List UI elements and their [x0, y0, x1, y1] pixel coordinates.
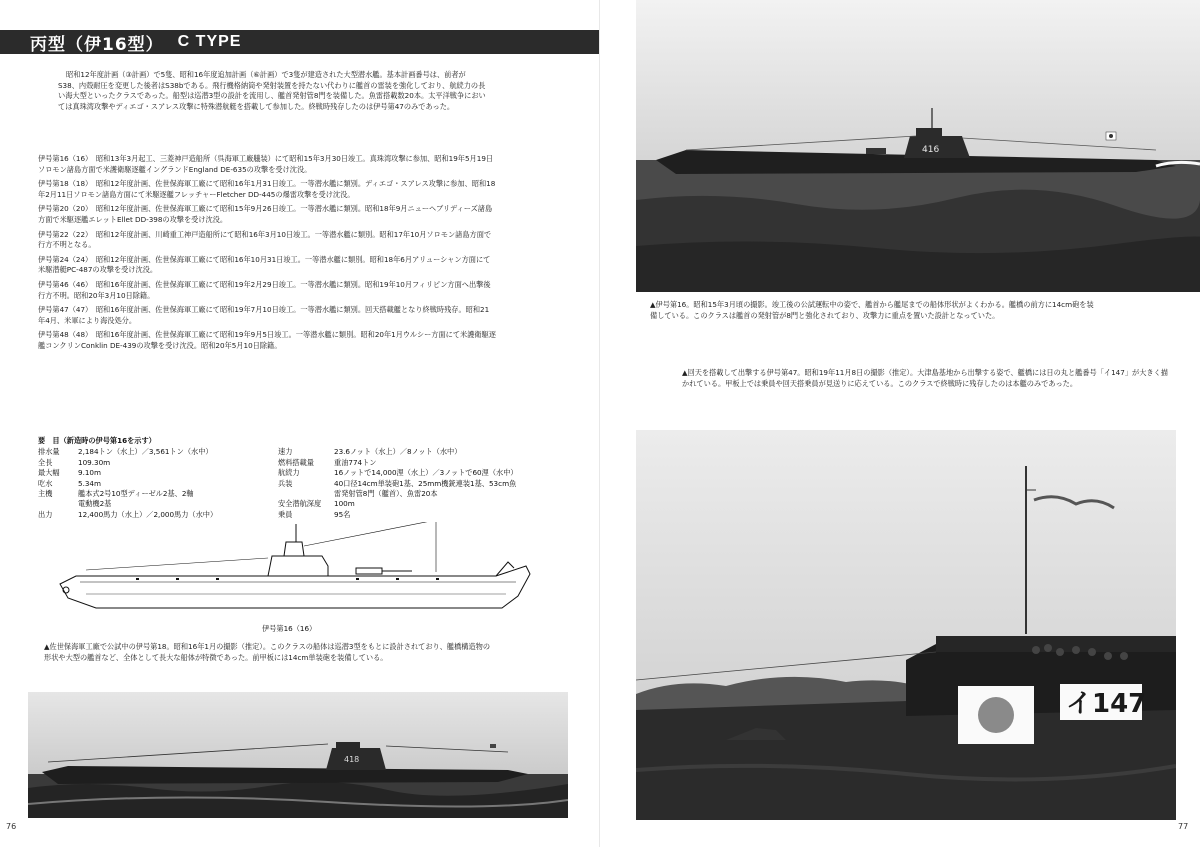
photo-caption-middle: ▲回天を搭載して出撃する伊号第47。昭和19年11月8日の撮影（推定）。大津島基地から出撃する姿で、艦橋には日の丸と艦番号「イ147」が大きく描かれている。甲板上では乗員や回天搭乗員が見送りに応えている。このクラスで終戦時に残存したのは本艦のみであった。: [682, 368, 1168, 388]
spec-value: 5.34m: [78, 478, 102, 488]
spec-row: [38, 479, 278, 489]
spec-value: 100m: [334, 499, 355, 509]
spec-key: [38, 499, 78, 509]
spec-row: [278, 447, 518, 457]
boat-list: [38, 154, 496, 356]
photo-caption-top: ▲伊号第16。昭和15年3月頃の撮影。竣工後の公試運転中の姿で、艦首から艦尾までの船体形状がよくわかる。艦橋の前方に14cm砲を装備している。このクラスは艦首の発射管が8門と強化されており、攻撃力に重点を置いた設計となっていた。: [650, 300, 1094, 320]
spec-row: [38, 468, 278, 478]
spec-key: 航続力: [278, 468, 300, 478]
hull-number-i147: イ147: [1066, 689, 1147, 719]
intro-paragraph: 昭和12年度計画（③計画）で5隻、昭和16年度追加計画（⑥計画）で3隻が建造された大型潜水艦。基本計画番号は、前者がS38、内殻耐圧を変更した後者はS38bである。飛行機格納筒や発射装置を持たない代わりに艦首の雷装を強化しており、航続力の長い海大型といったクラスであった。船型は巡潜3型の設計を流用し、艦首発射管8門を装備した。魚雷搭載数20本。太平洋戦争においては真珠湾攻撃やディエゴ・スアレス攻撃に特殊潜航艇を搭載して参加した。終戦時残存したのは伊号第47のみであった。: [58, 70, 486, 111]
boat-entry: 伊号第20（20） 昭和12年度計画、佐世保海軍工廠にて昭和15年9月26日竣工。一等潜水艦に類別。昭和18年9月ニューヘブリディーズ諸島方面で米駆逐艦エレットEllet DD-398の攻撃を受け沈没。: [38, 204, 493, 224]
spec-row: [38, 458, 278, 468]
spec-value: 重油774トン: [334, 457, 377, 467]
spec-key: 排水量: [38, 447, 60, 457]
spec-value: 艦本式2号10型ディーゼル2基、2軸: [78, 489, 194, 499]
spec-row: [38, 447, 278, 457]
drawing-caption: 伊号第16（16）: [262, 624, 317, 633]
photo-caption-left: ▲佐世保海軍工廠で公試中の伊号第18。昭和16年1月の撮影（推定）。このクラスの船体は巡潜3型をもとに設計されており、艦橋構造物の形状や大型の艦首など、全体として長大な船体が特徴であった。前甲板には14cm単装砲を装備している。: [44, 642, 491, 662]
spec-title: 要 目（新造時の伊号第16を示す）: [38, 436, 156, 445]
spec-table: [38, 436, 518, 520]
page-number-right: 77: [1178, 822, 1189, 831]
boat-entry: 伊号第16（16） 昭和13年3月起工、三菱神戸造船所（呉海軍工廠艤装）にて昭和15年3月30日竣工。真珠湾攻撃に参加、昭和19年5月19日ソロモン諸島方面で米護衛駆逐艦イングランドEngland DE-635の攻撃を受け沈没。: [38, 154, 494, 174]
spec-key: 速力: [278, 447, 293, 457]
spec-value: 40口径14cm単装砲1基、25mm機銃連装1基、53cm魚雷発射管8門（艦首）、魚雷20本: [334, 478, 517, 499]
page-number-left: 76: [6, 822, 17, 831]
spec-row: [278, 468, 518, 478]
spec-value: 2,184トン（水上）／3,561トン（水中）: [78, 447, 213, 457]
spec-value: 95名: [334, 509, 351, 519]
section-header: [0, 30, 600, 54]
photo-submarine-i16: [636, 0, 1200, 292]
spec-key: 出力: [38, 509, 53, 519]
spec-key: 全長: [38, 457, 53, 467]
spec-key: 乗員: [278, 509, 293, 519]
spec-value: 16ノットで14,000浬（水上）／3ノットで60浬（水中）: [334, 468, 518, 478]
boat-entry: 伊号第22（22） 昭和12年度計画、川崎重工神戸造船所にて昭和16年3月10日竣工。一等潜水艦に類別。昭和17年10月ソロモン諸島方面で行方不明となる。: [38, 229, 492, 250]
spec-key: 燃料搭載量: [278, 457, 314, 467]
section-title-jp: 丙型（伊16型）: [30, 34, 164, 55]
photo-submarine-i47: [636, 430, 1176, 820]
submarine-profile-drawing: [56, 522, 532, 618]
boat-entry: 伊号第47（47） 昭和16年度計画、佐世保海軍工廠にて昭和19年7月10日竣工。一等潜水艦に類別。回天搭載艦となり終戦時残存。昭和21年4月、米軍により海没処分。: [38, 305, 490, 325]
right-page: [600, 0, 1200, 847]
spec-row: [278, 510, 518, 520]
spec-key: 最大幅: [38, 468, 60, 478]
spec-key: 主機: [38, 489, 53, 499]
hull-number-418: 418: [344, 755, 360, 764]
spec-value: 電動機2基: [78, 499, 112, 509]
section-title-en: C TYPE: [177, 33, 242, 50]
boat-entry: 伊号第46（46） 昭和16年度計画、佐世保海軍工廠にて昭和19年2月29日竣工。一等潜水艦に類別。昭和19年10月フィリピン方面へ出撃後行方不明。昭和20年3月10日除籍。: [38, 279, 491, 300]
spec-value: 109.30m: [78, 457, 111, 467]
spec-key: 安全潜航深度: [278, 499, 322, 509]
spec-value: 12,400馬力（水上）／2,000馬力（水中）: [78, 509, 218, 519]
spec-row: [38, 489, 278, 499]
spec-value: 9.10m: [78, 468, 102, 478]
spec-column-right: [278, 447, 518, 520]
hull-number-416: 416: [922, 145, 940, 155]
photo-submarine-i18: [28, 692, 568, 818]
spec-value: 23.6ノット（水上）／8ノット（水中）: [334, 447, 462, 457]
spec-row: [38, 510, 278, 520]
boat-entry: 伊号第18（18） 昭和12年度計画、佐世保海軍工廠にて昭和16年1月31日竣工。一等潜水艦に類別。ディエゴ・スアレス攻撃に参加、昭和18年2月11日ソロモン諸島方面にて米駆逐艦フレッチャーFletcher DD-445の爆雷攻撃を受け沈没。: [38, 179, 496, 199]
spec-key: 吃水: [38, 478, 53, 488]
spec-row: [278, 499, 518, 509]
spec-column-left: [38, 447, 278, 520]
boat-entry: 伊号第24（24） 昭和12年度計画、佐世保海軍工廠にて昭和16年10月31日竣工。一等潜水艦に類別。昭和18年6月アリューシャン方面にて米駆潜艇PC-487の攻撃を受け沈没。: [38, 254, 491, 275]
spec-row: [278, 479, 518, 500]
boat-entry: 伊号第48（48） 昭和16年度計画、佐世保海軍工廠にて昭和19年9月5日竣工。一等潜水艦に類別。昭和20年1月ウルシー方面にて米護衛駆逐艦コンクリンConklin DE-439の攻撃を受け沈没。昭和20年5月10日除籍。: [38, 330, 496, 350]
spec-key: 兵装: [278, 478, 293, 488]
spec-row: [278, 458, 518, 468]
spec-row: [38, 499, 278, 509]
